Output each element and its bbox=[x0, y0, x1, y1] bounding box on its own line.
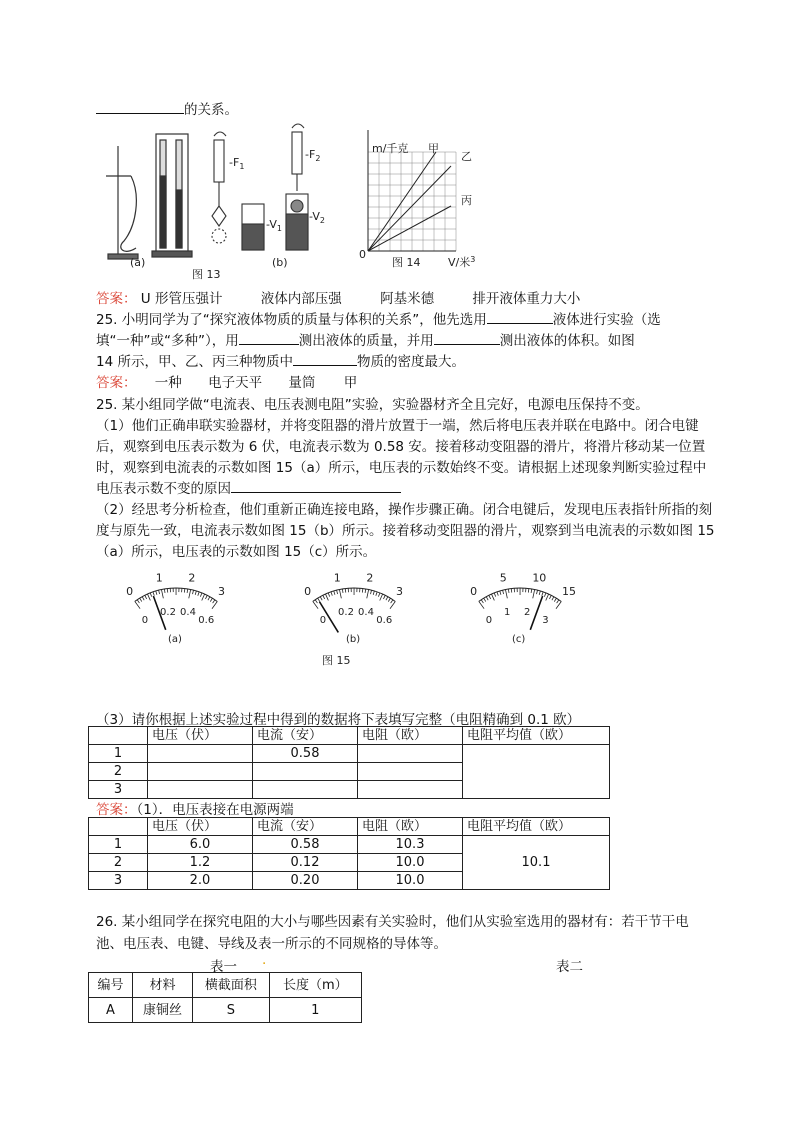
fig14-caption: 图 14 bbox=[392, 256, 421, 269]
meter-bottom-label: 2 bbox=[524, 607, 531, 619]
q25b-part1-line2: 后，观察到电压表示数为 6 伏，电流表示数为 0.58 安。接着移动变阻器的滑片，将滑片移动某一位置 bbox=[96, 439, 706, 455]
meter-top-label: 5 bbox=[499, 571, 507, 585]
q25a-line2: 填“一种”或“多种”），用 测出液体的质量，并用 测出液体的体积。如图 bbox=[96, 329, 635, 349]
table-header-cell: 电流（安） bbox=[253, 818, 358, 836]
table-header-cell: 电阻平均值（欧） bbox=[463, 818, 610, 836]
meter-2 bbox=[470, 572, 576, 645]
answer-24: 答案： U 形管压强计 液体内部压强 阿基米德 排开液体重力大小 bbox=[96, 291, 581, 307]
label-v2: $-V_2$ bbox=[309, 210, 325, 225]
q25b-part1-line3: 时，观察到电流表的示数如图 15（a）所示，电压表的示数始终不变。请根据上述现象判断实验过程中 bbox=[96, 460, 707, 476]
line-jia bbox=[368, 152, 436, 251]
table-header-cell bbox=[89, 818, 148, 836]
table-one-title: 表一 bbox=[210, 959, 237, 975]
fig14-label-yi: 乙 bbox=[461, 150, 472, 163]
fig13-caption: 图 13 bbox=[192, 268, 221, 281]
answer-blank bbox=[231, 478, 401, 493]
table-header-cell: 横截面积 bbox=[193, 973, 270, 998]
label-f2: $-F_2$ bbox=[305, 148, 321, 163]
meter-top-label: 3 bbox=[218, 585, 226, 599]
q25b-part2-line2: 度与原先一致，电流表示数如图 15（b）所示。接着移动变阻器的滑片，观察到当电流表的示数如图 15 bbox=[96, 523, 715, 539]
table-header-cell: 编号 bbox=[89, 973, 133, 998]
answer-blank bbox=[487, 309, 553, 324]
table-header-cell: 电阻平均值（欧） bbox=[463, 727, 610, 745]
q25b-intro: 25. 某小组同学做“电流表、电压表测电阻”实验，实验器材齐全且完好，电源电压保持不变。 bbox=[96, 397, 649, 413]
meter-bottom-label: 0 bbox=[485, 615, 493, 627]
table-answer bbox=[88, 817, 610, 890]
q25b-part2-line3: （a）所示，电压表的示数如图 15（c）所示。 bbox=[96, 544, 377, 560]
meter-bottom-label: 0.6 bbox=[198, 615, 215, 627]
meter-bottom-label: 0 bbox=[319, 615, 327, 627]
meter-top-label: 2 bbox=[188, 571, 196, 585]
answer-blank bbox=[434, 330, 500, 345]
q3-instruction: （3）请你根据上述实验过程中得到的数据将下表填写完整（电阻精确到 0.1 欧） bbox=[96, 712, 581, 728]
answer-blank bbox=[239, 330, 299, 345]
u-tube-manometer-drawing bbox=[106, 134, 192, 259]
table-row: 2 bbox=[89, 763, 610, 781]
meter-needle bbox=[530, 596, 542, 630]
meter-bottom-label: 1 bbox=[504, 607, 511, 619]
top-fragment-line: 的关系。 bbox=[96, 98, 238, 118]
label-f1: $-F_1$ bbox=[229, 156, 245, 171]
fig15-caption: 图 15 bbox=[322, 654, 351, 667]
average-cell bbox=[463, 745, 610, 799]
figure-13-14 bbox=[96, 116, 516, 286]
meter-top-label: 0 bbox=[126, 584, 134, 598]
figure-15 bbox=[96, 566, 576, 670]
table-row: A 康铜丝 S 1 bbox=[89, 998, 362, 1023]
table-header-cell: 电流（安） bbox=[253, 727, 358, 745]
answer-blank bbox=[293, 351, 357, 366]
label-v1: $-V_1$ bbox=[266, 218, 282, 233]
table-two-title: 表二 bbox=[556, 959, 583, 975]
table-row: 3 bbox=[89, 781, 610, 799]
meter-bottom-label: 0.6 bbox=[376, 615, 393, 627]
meter-top-label: 0 bbox=[304, 584, 312, 598]
fig14-origin: 0 bbox=[359, 248, 366, 261]
table-header-cell: 电压（伏） bbox=[148, 727, 253, 745]
spring-scale-drawing bbox=[212, 124, 308, 250]
q25a-line3: 14 所示，甲、乙、丙三种物质中 物质的密度最大。 bbox=[96, 350, 465, 370]
fig14-label-jia: 甲 bbox=[428, 142, 439, 155]
answer-q3: 答案：（1）．电压表接在电源两端 bbox=[96, 802, 294, 818]
table-blank bbox=[88, 726, 610, 799]
meter-top-label: 15 bbox=[562, 585, 576, 599]
table-row: 3 2.0 0.20 10.0 bbox=[89, 872, 610, 890]
fig14-xlabel: V/米$^3$ bbox=[448, 255, 476, 269]
meter-bottom-label: 0 bbox=[141, 615, 149, 627]
meter-0 bbox=[126, 572, 225, 645]
table-row: 1 6.0 0.58 10.3 10.1 bbox=[89, 836, 610, 854]
q25b-part1-line1: （1）他们正确串联实验器材，并将变阻器的滑片放置于一端，然后将电压表并联在电路中。闭合电键 bbox=[96, 418, 699, 434]
table-header-cell: 电压（伏） bbox=[148, 818, 253, 836]
meter-bottom-label: 0.2 bbox=[338, 607, 354, 619]
q25a-line1: 25. 小明同学为了“探究液体物质的质量与体积的关系”，他先选用 液体进行实验（选 bbox=[96, 308, 661, 328]
fig13-sub-b: (b) bbox=[272, 256, 288, 269]
meter-bottom-label: 0.4 bbox=[180, 607, 196, 619]
table-one bbox=[88, 972, 362, 1023]
q25b-part2-line1: （2）经思考分析检查，他们重新正确连接电路，操作步骤正确。闭合电键后，发现电压表指针所指的刻 bbox=[96, 502, 713, 518]
meter-top-label: 1 bbox=[155, 571, 163, 585]
fig14-label-bing: 丙 bbox=[461, 194, 472, 207]
meter-bottom-label: 0.2 bbox=[160, 607, 176, 619]
average-cell: 10.1 bbox=[463, 836, 610, 890]
meter-sub-label: (b) bbox=[346, 634, 361, 645]
answer-blank bbox=[96, 99, 184, 114]
meter-top-label: 10 bbox=[532, 571, 547, 585]
table-header-cell bbox=[89, 727, 148, 745]
meter-top-label: 1 bbox=[333, 571, 341, 585]
table-header-cell: 材料 bbox=[132, 973, 192, 998]
fig14-ylabel: m/千克 bbox=[372, 142, 409, 155]
meter-top-label: 3 bbox=[396, 585, 404, 599]
q26-line2: 池、电压表、电键、导线及表一所示的不同规格的导体等。 bbox=[96, 936, 447, 952]
fig13-sub-a: (a) bbox=[130, 256, 146, 269]
meter-top-label: 2 bbox=[366, 571, 374, 585]
q25b-part1-line4: 电压表示数不变的原因 bbox=[96, 477, 401, 497]
table-header-cell: 电阻（欧） bbox=[358, 727, 463, 745]
meter-sub-label: (c) bbox=[512, 634, 526, 645]
meter-bottom-label: 0.4 bbox=[358, 607, 374, 619]
meter-top-label: 0 bbox=[470, 584, 478, 598]
table-row: 2 1.2 0.12 10.0 bbox=[89, 854, 610, 872]
meter-1 bbox=[304, 572, 403, 645]
meter-sub-label: (a) bbox=[168, 634, 182, 645]
line-bing bbox=[368, 206, 451, 251]
table-row: 1 0.58 bbox=[89, 745, 610, 763]
table-header-cell: 电阻（欧） bbox=[358, 818, 463, 836]
answer-25a: 答案： 一种 电子天平 量筒 甲 bbox=[96, 375, 358, 391]
table-header-cell: 长度（m） bbox=[269, 973, 361, 998]
stray-dot: . bbox=[262, 952, 267, 968]
q26-line1: 26. 某小组同学在探究电阻的大小与哪些因素有关实验时，他们从实验室选用的器材有：若干节干电 bbox=[96, 914, 689, 930]
meter-bottom-label: 3 bbox=[542, 615, 549, 627]
line-yi bbox=[368, 166, 451, 251]
